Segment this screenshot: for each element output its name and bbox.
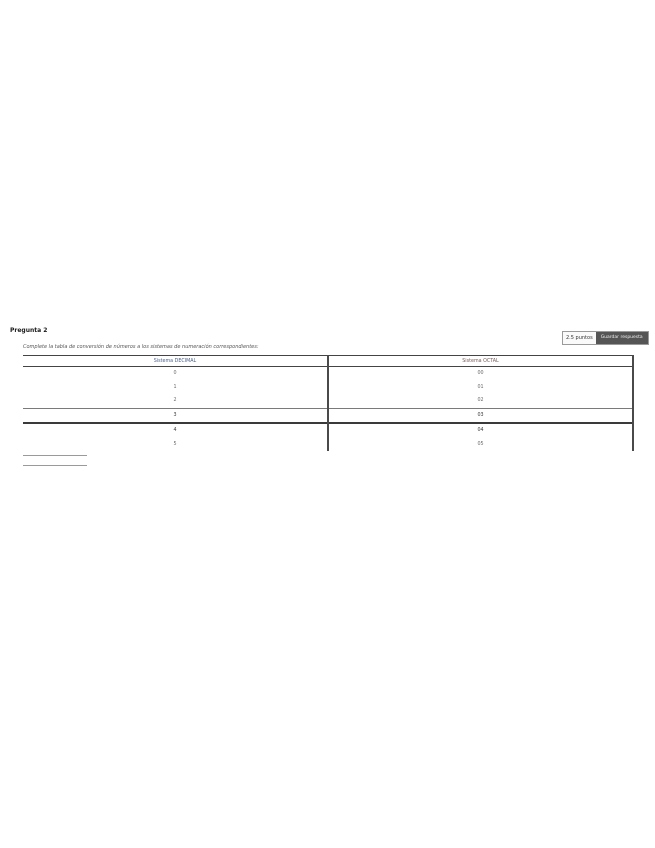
points-box [562, 331, 649, 345]
table-header-row [23, 356, 633, 367]
table-row [23, 394, 633, 408]
answer-underline[interactable] [23, 465, 87, 466]
table-cell: 03 [328, 408, 633, 423]
conversion-table-wrapper [23, 355, 634, 451]
save-answer-button[interactable]: Guardar respuesta [596, 332, 648, 344]
table-row [23, 408, 633, 423]
points-label: 2.5 puntos [563, 332, 596, 344]
table-cell: 5 [23, 438, 328, 452]
table-cell: 04 [328, 423, 633, 438]
table-row [23, 381, 633, 395]
table-cell: 02 [328, 394, 633, 408]
question-text: Complete la tabla de conversión de números a los sistemas de numeración correspondientes: [23, 344, 259, 350]
answer-underline[interactable] [23, 455, 87, 456]
table-cell: 1 [23, 381, 328, 395]
table-cell: 05 [328, 438, 633, 452]
table-cell: 3 [23, 408, 328, 423]
table-row [23, 438, 633, 452]
question-title: Pregunta 2 [10, 327, 48, 334]
header-decimal: Sistema DECIMAL [23, 356, 328, 367]
table-cell: 00 [328, 367, 633, 381]
table-row [23, 423, 633, 438]
conversion-table [23, 355, 634, 451]
table-cell: 2 [23, 394, 328, 408]
header-octal: Sistema OCTAL [328, 356, 633, 367]
table-cell: 4 [23, 423, 328, 438]
table-row [23, 367, 633, 381]
table-cell: 0 [23, 367, 328, 381]
table-cell: 01 [328, 381, 633, 395]
